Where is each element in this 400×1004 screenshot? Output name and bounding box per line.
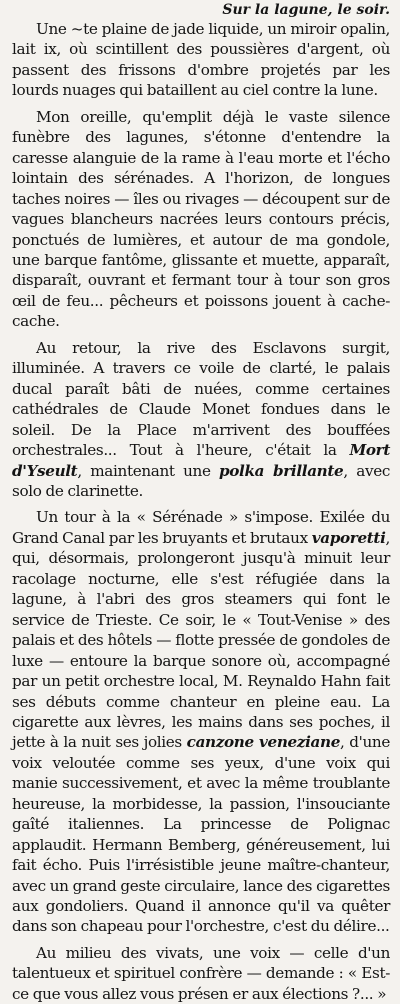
paragraph-4-italic-term: vaporetti — [311, 528, 386, 547]
paragraph-1-segment-3: te plaine de jade liquide, un miroir opalin, lait — [12, 20, 390, 59]
paragraph-3-text-middle: , maintenant une — [77, 461, 219, 480]
paragraph-4-text-before: Un tour à la « Sérénade » s'impose. Exilée du Grand Canal par les bruyants et brutaux — [12, 508, 390, 547]
paragraph-4-text-middle: , qui, désormais, prolongeront jusqu'à minuit leur racolage nocturne, elle s'est réfugiée dans la lagune, à l'abri des gros steamers qui font le service de Trieste. Ce soir, le « Tout-Venise » des palais et des hôtels — flotte pressée de gondoles de luxe — entoure la barque sonore où, accompagné par un petit orchestre local, M. Reynaldo Hahn fait ses débuts comme chanteur en pleine eau. La cigarette aux lèvres, les mains dans ses poches, il jette à la nuit ses jolies — [12, 528, 390, 752]
paragraph-1 — [12, 19, 390, 101]
paragraph-1-segment-1: Une — [36, 20, 71, 38]
paragraph-3 — [12, 338, 390, 502]
paragraph-2: Mon oreille, qu'emplit déjà le vaste silence funèbre des lagunes, s'étonne d'entendre la caresse alanguie de la rame à l'eau morte et l'écho lointain des sérénades. A l'horizon, de longues taches noires — îles ou rivages — découpent sur de vagues blancheurs nacrées leurs contours précis, ponctués de lumières, et autour de ma gondole, une barque fantôme, glissante et muette, apparaît, disparaît, ouvrant et fermant tour à tour son gros œil de feu... pêcheurs et poissons jouent à cache-cache. — [12, 107, 390, 331]
paragraph-3-text-before: Au retour, la rive des Esclavons surgit, illuminée. A travers ce voile de clarté, le palais ducal paraît bâti de nuées, comme certaines cathédrales de Claude Monet fondues dans le soleil. De la Place m'arrivent des bouffées orchestrales... Tout à l'heure, c'était la — [12, 338, 390, 460]
paragraph-3-italic-title: Mort d'Yseult — [12, 441, 390, 480]
paragraph-4-italic-songs: canzone veneziane — [186, 733, 341, 752]
paragraph-5: Au milieu des vivats, une voix — celle d'un talentueux et spirituel confrère — demande : « Est-ce que vous allez vous présen er aux élections ?... » — [12, 943, 390, 1003]
paragraph-4 — [12, 507, 390, 937]
paragraph-3-text-after: , avec solo de clarinette. — [12, 461, 390, 500]
paragraph-1-segment-2: ~ — [70, 20, 84, 38]
paragraph-1-segment-4: ix — [43, 40, 57, 59]
paragraph-1-segment-5: , où scintillent des poussières d'argent, où passent des frissons d'ombre projetés par les lourds nuages qui bataillent au ciel contre la lune. — [12, 40, 390, 100]
paragraph-3-italic-piece: polka brillante — [219, 461, 344, 480]
paragraph-4-text-after: , d'une voix veloutée comme ses yeux, d'une voix qui manie successivement, et avec la même troublante heureuse, la morbidesse, la passion, l'insouciante gaîté italiennes. La princesse de Polignac applaudit. Hermann Bemberg, généreusement, lui fait écho. Puis l'irrésistible jeune maître-chanteur, avec un grand geste circulaire, lance des cigarettes aux gondoliers. Quand il annonce qu'il va quêter dans son chapeau pour l'orchestre, c'est du délire... — [12, 733, 391, 936]
section-heading: Sur la lagune, le soir. — [222, 2, 390, 18]
